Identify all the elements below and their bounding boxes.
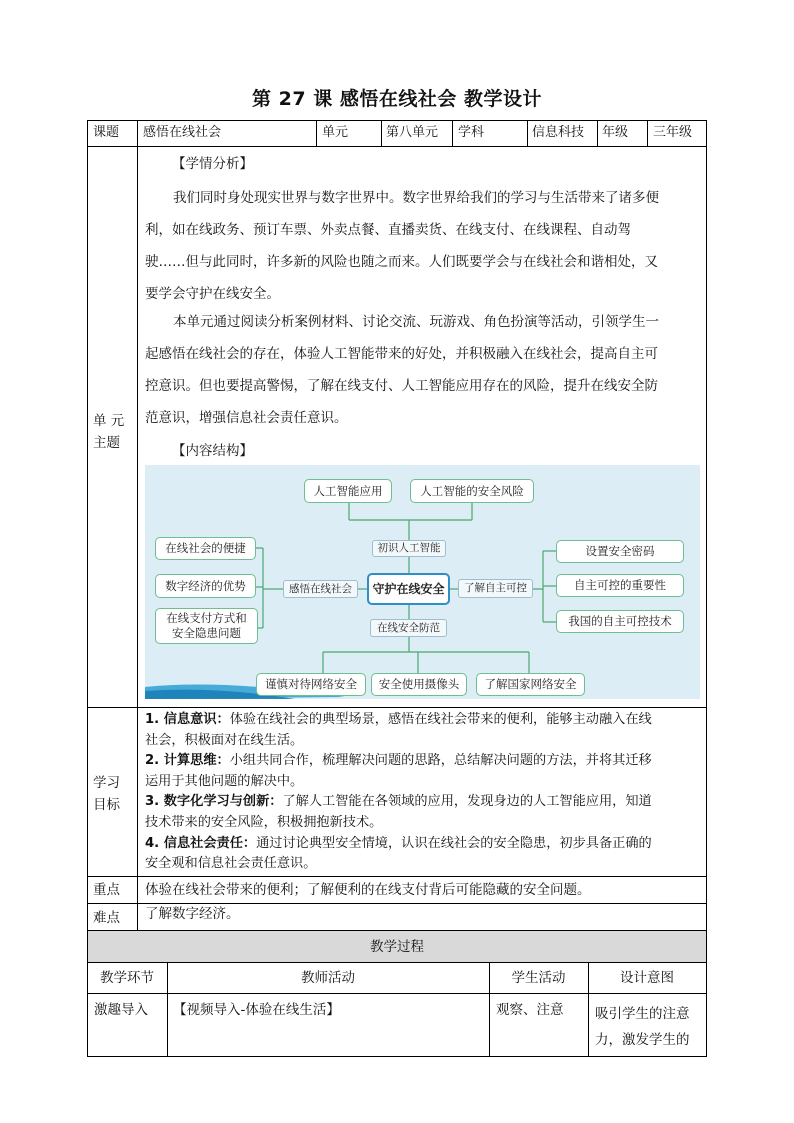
col-student-header: 学生活动 — [511, 970, 566, 986]
row1-intent-line: 力，激发学生的 — [595, 1032, 690, 1048]
table-border — [316, 120, 317, 146]
table-border — [87, 1056, 707, 1057]
grade-label: 年级 — [602, 125, 629, 140]
col-intent-header: 设计意图 — [620, 970, 674, 986]
goal-text-cont: 运用于其他问题的解决中。 — [145, 773, 304, 789]
goal-title: 3. 数字化学习与创新： — [145, 794, 283, 810]
difficult-point-label: 难点 — [93, 910, 120, 926]
table-border — [87, 962, 707, 963]
goal-text-cont: 安全观和信息社会责任意识。 — [145, 856, 317, 872]
process-heading: 教学过程 — [370, 939, 424, 955]
node-left-3 — [155, 608, 258, 644]
row1-student: 观察、注意 — [496, 1002, 564, 1018]
table-border — [137, 120, 138, 930]
row1-teacher: 【视频导入-体验在线生活】 — [173, 1002, 340, 1018]
structure-heading: 【内容结构】 — [172, 443, 253, 459]
goals-label — [93, 772, 120, 816]
goal-text: 通过讨论典型安全情境，认识在线社会的安全隐患，初步具备正确的 — [256, 835, 652, 851]
table-border — [527, 120, 528, 146]
content-structure-diagram — [145, 465, 700, 699]
node-right-hub: 了解自主可控 — [458, 579, 533, 598]
para1-line: 驶……但与此同时，许多新的风险也随之而来。人们既要学会与在线社会和谐相处，又 — [145, 254, 658, 270]
node-bottom-hub: 在线安全防范 — [370, 619, 447, 637]
goal-text: 了解人工智能在各领域的应用，发现身边的人工智能应用，知道 — [282, 794, 652, 810]
table-border — [87, 993, 707, 994]
node-bottom-2: 安全使用摄像头 — [371, 673, 467, 696]
goals-list — [145, 710, 705, 875]
row1-stage: 激趣导入 — [94, 1002, 148, 1018]
node-center-online-safety: 守护在线安全 — [367, 573, 450, 605]
table-border — [597, 120, 598, 146]
para2-line: 本单元通过阅读分析案例材料、讨论交流、玩游戏、角色扮演等活动，引领学生一 — [173, 314, 659, 330]
node-right-2: 自主可控的重要性 — [556, 574, 684, 597]
para1-line: 要学会守护在线安全。 — [145, 286, 280, 302]
node-left-2: 数字经济的优势 — [155, 574, 256, 598]
table-border — [87, 120, 707, 121]
para2-line: 范意识，增强信息社会责任意识。 — [145, 410, 348, 426]
node-left-3-line2: 安全隐患问题 — [172, 626, 241, 640]
goal-title: 1. 信息意识： — [145, 712, 230, 727]
subject-label: 学科 — [458, 125, 485, 140]
page-title: 第 27 课 感悟在线社会 教学设计 — [252, 88, 542, 110]
node-ai-security-risk: 人工智能的安全风险 — [410, 479, 534, 503]
table-border — [87, 120, 88, 930]
para2-line: 起感悟在线社会的存在，体验人工智能带来的好处，并积极融入在线社会，提高自主可 — [145, 346, 658, 362]
grade-value: 三年级 — [653, 125, 693, 140]
col-stage-header: 教学环节 — [100, 970, 154, 986]
row1-intent-line: 吸引学生的注意 — [595, 1006, 690, 1022]
row1-intent — [595, 1001, 690, 1053]
para1-line: 利，如在线政务、预订车票、外卖点餐、直播卖货、在线支付、在线课程、自动驾 — [145, 222, 631, 238]
key-point-label: 重点 — [93, 882, 120, 898]
node-bottom-3: 了解国家网络安全 — [476, 673, 585, 696]
node-bottom-1: 谨慎对待网络安全 — [256, 673, 366, 696]
analysis-paragraph-2 — [145, 306, 705, 434]
unit-theme-label — [93, 410, 124, 454]
col-teacher-header: 教师活动 — [301, 970, 355, 986]
node-left-3-line1: 在线支付方式和 — [166, 611, 247, 625]
table-border — [87, 903, 707, 904]
table-border — [706, 120, 707, 930]
topic-value: 感悟在线社会 — [143, 125, 222, 140]
para2-line: 控意识。但也要提高警惕，了解在线支付、人工智能应用存在的风险，提升在线安全防 — [145, 378, 658, 394]
goal-title: 2. 计算思维： — [145, 753, 230, 769]
goal-text-cont: 技术带来的安全风险，积极拥抱新技术。 — [145, 814, 383, 830]
goal-title: 4. 信息社会责任： — [145, 835, 257, 851]
goals-label-line2: 目标 — [93, 797, 120, 813]
node-right-3: 我国的自主可控技术 — [556, 610, 684, 633]
goal-text-cont: 社会，积极面对在线生活。 — [145, 732, 304, 748]
unit-value: 第八单元 — [386, 125, 439, 140]
subject-value: 信息科技 — [532, 125, 585, 140]
table-border — [87, 707, 707, 708]
unit-theme-label-line2: 主题 — [93, 435, 120, 451]
table-border — [647, 120, 648, 146]
goals-label-line1: 学习 — [93, 775, 120, 791]
node-right-1: 设置安全密码 — [556, 540, 684, 563]
difficult-point-text: 了解数字经济。 — [145, 906, 240, 922]
table-border — [452, 120, 453, 146]
goal-text: 小组共同合作，梳理解决问题的思路，总结解决问题的方法，并将其迁移 — [229, 753, 652, 769]
key-point-text: 体验在线社会带来的便利；了解便利的在线支付背后可能隐藏的安全问题。 — [145, 882, 591, 898]
unit-theme-label-line1: 单 元 — [93, 413, 125, 429]
analysis-paragraph-1 — [145, 182, 705, 310]
para1-line: 我们同时身处现实世界与数字世界中。数字世界给我们的学习与生活带来了诸多便 — [173, 190, 659, 206]
node-left-hub: 感悟在线社会 — [283, 580, 358, 598]
topic-label: 课题 — [93, 125, 120, 140]
analysis-heading: 【学情分析】 — [172, 156, 253, 172]
goal-item — [145, 710, 705, 731]
table-border — [381, 120, 382, 146]
table-border — [87, 146, 707, 147]
table-border — [87, 876, 707, 877]
goal-item — [145, 751, 705, 772]
node-ai-application: 人工智能应用 — [304, 479, 392, 503]
goal-item — [145, 834, 705, 855]
goal-item — [145, 792, 705, 813]
node-ai-intro-hub: 初识人工智能 — [372, 540, 446, 557]
node-left-1: 在线社会的便捷 — [155, 537, 256, 560]
unit-label: 单元 — [322, 125, 349, 140]
goal-text: 体验在线社会的典型场景，感悟在线社会带来的便利，能够主动融入在线 — [229, 712, 652, 727]
